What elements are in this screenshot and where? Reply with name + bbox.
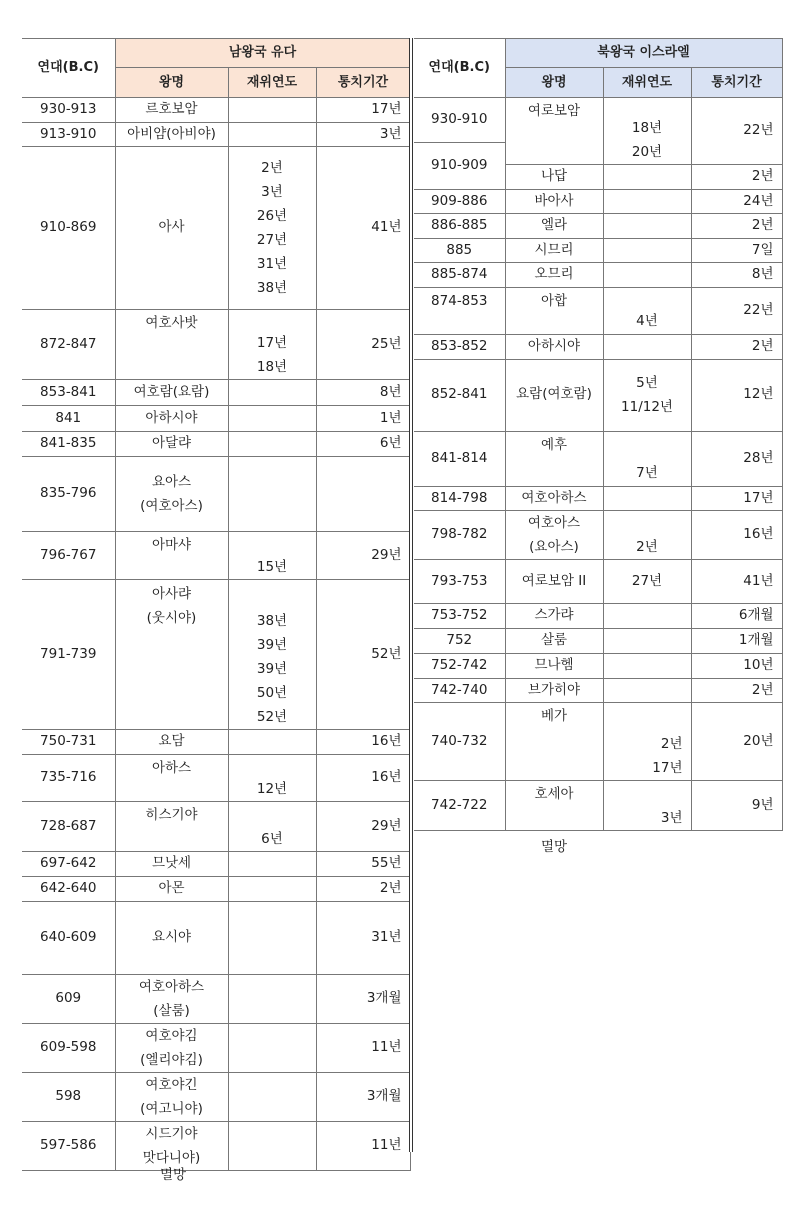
judah-accession-header: 재위연도 — [228, 68, 316, 98]
king-cell: 살룸 — [505, 629, 603, 654]
reign-cell: 11년 — [316, 1023, 410, 1072]
era-cell: 853-852 — [414, 334, 505, 359]
table-row — [22, 532, 410, 580]
accession-cell: 7년 — [603, 431, 691, 486]
king-cell: 아하시야 — [115, 406, 228, 432]
accession-cell: 15년 — [228, 532, 316, 580]
king-cell: 오므리 — [505, 263, 603, 288]
accession-cell: 4년 — [603, 287, 691, 334]
era-cell: 885 — [414, 238, 505, 263]
accession-cell — [228, 98, 316, 123]
accession-cell — [228, 122, 316, 147]
era-cell: 742-740 — [414, 678, 505, 703]
table-row — [22, 974, 410, 1023]
accession-cell — [603, 678, 691, 703]
israel-kings-table — [414, 38, 783, 831]
king-cell: 바아사 — [505, 189, 603, 214]
table-row — [414, 781, 782, 831]
table-row — [414, 189, 782, 214]
era-cell: 640-609 — [22, 901, 115, 974]
reign-cell: 7일 — [691, 238, 782, 263]
reign-cell: 3개월 — [316, 974, 410, 1023]
israel-reign-header: 통치기간 — [691, 68, 782, 98]
table-row — [22, 1023, 410, 1072]
era-cell: 798-782 — [414, 511, 505, 560]
accession-cell — [603, 214, 691, 239]
accession-cell: 2년 — [603, 511, 691, 560]
judah-reign-header: 통치기간 — [316, 68, 410, 98]
reign-cell: 28년 — [691, 431, 782, 486]
era-cell: 910-909 — [414, 143, 505, 190]
table-row — [22, 852, 410, 877]
table-row — [414, 263, 782, 288]
accession-cell — [228, 1121, 316, 1170]
reign-cell: 16년 — [691, 511, 782, 560]
reign-cell: 11년 — [316, 1121, 410, 1170]
table-row — [22, 432, 410, 457]
era-cell: 609 — [22, 974, 115, 1023]
era-cell: 835-796 — [22, 457, 115, 532]
table-row — [414, 214, 782, 239]
reign-cell: 2년 — [691, 165, 782, 190]
accession-cell — [228, 432, 316, 457]
accession-cell — [603, 486, 691, 511]
reign-cell: 2년 — [691, 214, 782, 239]
king-cell: 요람(여호람) — [505, 359, 603, 431]
accession-cell — [603, 165, 691, 190]
king-cell: 아달랴 — [115, 432, 228, 457]
reign-cell: 2년 — [316, 876, 410, 901]
accession-cell: 12년 — [228, 755, 316, 802]
table-row — [414, 238, 782, 263]
reign-cell: 6년 — [316, 432, 410, 457]
era-cell: 874-853 — [414, 287, 505, 334]
israel-title: 북왕국 이스라엘 — [505, 39, 782, 68]
reign-cell: 12년 — [691, 359, 782, 431]
king-cell: 호세아 — [505, 781, 603, 831]
table-row — [414, 678, 782, 703]
era-cell: 841-814 — [414, 431, 505, 486]
accession-cell — [228, 901, 316, 974]
reign-cell: 16년 — [316, 730, 410, 755]
accession-cell — [228, 406, 316, 432]
judah-fall-label: 멸망 — [160, 1167, 187, 1183]
table-row — [22, 122, 410, 147]
era-cell: 885-874 — [414, 263, 505, 288]
king-cell: 므나헴 — [505, 654, 603, 679]
era-cell: 728-687 — [22, 802, 115, 852]
reign-cell: 2년 — [691, 334, 782, 359]
era-cell: 910-869 — [22, 147, 115, 310]
king-cell: 브가히야 — [505, 678, 603, 703]
israel-accession-header: 재위연도 — [603, 68, 691, 98]
reign-cell: 31년 — [316, 901, 410, 974]
era-cell: 791-739 — [22, 580, 115, 730]
era-cell: 872-847 — [22, 310, 115, 380]
reign-cell: 10년 — [691, 654, 782, 679]
table-row — [414, 98, 782, 143]
table-row — [414, 629, 782, 654]
accession-cell — [228, 852, 316, 877]
king-cell: 아합 — [505, 287, 603, 334]
era-cell: 597-586 — [22, 1121, 115, 1170]
accession-cell — [228, 730, 316, 755]
reign-cell: 20년 — [691, 703, 782, 781]
table-row — [414, 431, 782, 486]
king-cell: 여호야김 (엘리야김) — [115, 1023, 228, 1072]
era-cell: 735-716 — [22, 755, 115, 802]
era-cell: 752-742 — [414, 654, 505, 679]
reign-cell: 2년 — [691, 678, 782, 703]
reign-cell: 8년 — [691, 263, 782, 288]
table-row — [414, 604, 782, 629]
era-cell: 752 — [414, 629, 505, 654]
accession-cell — [228, 1072, 316, 1121]
king-cell: 아하시야 — [505, 334, 603, 359]
king-cell: 예후 — [505, 431, 603, 486]
king-cell: 나답 — [505, 165, 603, 190]
table-row — [414, 654, 782, 679]
reign-cell — [316, 457, 410, 532]
table-row — [22, 380, 410, 406]
king-cell: 엘라 — [505, 214, 603, 239]
table-row — [22, 1072, 410, 1121]
era-cell: 852-841 — [414, 359, 505, 431]
accession-cell — [603, 263, 691, 288]
king-cell: 아마샤 — [115, 532, 228, 580]
table-row — [22, 98, 410, 123]
era-cell: 796-767 — [22, 532, 115, 580]
judah-title: 남왕국 유다 — [115, 39, 410, 68]
era-cell: 793-753 — [414, 560, 505, 604]
era-cell: 814-798 — [414, 486, 505, 511]
era-cell: 642-640 — [22, 876, 115, 901]
king-cell: 요아스 (여호아스) — [115, 457, 228, 532]
table-row — [414, 287, 782, 334]
king-cell: 스가랴 — [505, 604, 603, 629]
accession-cell: 18년 20년 — [603, 98, 691, 165]
table-row — [414, 359, 782, 431]
judah-king-header: 왕명 — [115, 68, 228, 98]
era-cell: 930-913 — [22, 98, 115, 123]
era-cell: 930-910 — [414, 98, 505, 143]
accession-cell — [228, 380, 316, 406]
accession-cell — [228, 1023, 316, 1072]
reign-cell: 9년 — [691, 781, 782, 831]
accession-cell — [228, 974, 316, 1023]
king-cell: 히스기야 — [115, 802, 228, 852]
king-cell: 여호람(요람) — [115, 380, 228, 406]
reign-cell: 41년 — [691, 560, 782, 604]
table-row — [22, 730, 410, 755]
accession-cell — [603, 238, 691, 263]
accession-cell — [603, 604, 691, 629]
table-row — [22, 901, 410, 974]
era-cell: 598 — [22, 1072, 115, 1121]
king-cell: 여호아스 (요아스) — [505, 511, 603, 560]
era-cell: 841-835 — [22, 432, 115, 457]
king-cell: 아하스 — [115, 755, 228, 802]
king-cell: 아비얌(아비야) — [115, 122, 228, 147]
reign-cell: 3개월 — [316, 1072, 410, 1121]
judah-kings-table — [22, 38, 411, 1171]
accession-cell — [603, 189, 691, 214]
israel-era-header: 연대(B.C) — [414, 39, 505, 98]
king-cell: 여로보암 — [505, 98, 603, 165]
table-row — [414, 560, 782, 604]
king-cell: 므낫세 — [115, 852, 228, 877]
accession-cell: 6년 — [228, 802, 316, 852]
era-cell: 853-841 — [22, 380, 115, 406]
king-cell: 베가 — [505, 703, 603, 781]
king-cell: 여로보암 II — [505, 560, 603, 604]
king-cell: 시드기야 맛다니야) — [115, 1121, 228, 1170]
reign-cell: 1년 — [316, 406, 410, 432]
king-cell: 아사 — [115, 147, 228, 310]
accession-cell — [603, 654, 691, 679]
table-row — [22, 1121, 410, 1170]
king-cell: 아몬 — [115, 876, 228, 901]
reign-cell: 41년 — [316, 147, 410, 310]
king-cell: 아사랴 (웃시야) — [115, 580, 228, 730]
reign-cell: 16년 — [316, 755, 410, 802]
accession-cell — [228, 457, 316, 532]
table-row — [22, 406, 410, 432]
king-cell: 요시야 — [115, 901, 228, 974]
accession-cell — [603, 334, 691, 359]
table-row — [22, 457, 410, 532]
israel-king-header: 왕명 — [505, 68, 603, 98]
era-cell: 909-886 — [414, 189, 505, 214]
reign-cell: 17년 — [691, 486, 782, 511]
king-cell: 여호아하스 (살룸) — [115, 974, 228, 1023]
reign-cell: 8년 — [316, 380, 410, 406]
table-row — [22, 802, 410, 852]
table-row — [22, 755, 410, 802]
accession-cell: 27년 — [603, 560, 691, 604]
reign-cell: 24년 — [691, 189, 782, 214]
judah-era-header: 연대(B.C) — [22, 39, 115, 98]
reign-cell: 22년 — [691, 287, 782, 334]
era-cell: 753-752 — [414, 604, 505, 629]
accession-cell — [603, 629, 691, 654]
table-row — [22, 580, 410, 730]
table-row — [22, 147, 410, 310]
king-cell: 여호사밧 — [115, 310, 228, 380]
era-cell: 841 — [22, 406, 115, 432]
king-cell: 여호야긴 (여고니야) — [115, 1072, 228, 1121]
reign-cell: 25년 — [316, 310, 410, 380]
era-cell: 740-732 — [414, 703, 505, 781]
era-cell: 609-598 — [22, 1023, 115, 1072]
era-cell: 913-910 — [22, 122, 115, 147]
king-cell: 요담 — [115, 730, 228, 755]
king-cell: 여호아하스 — [505, 486, 603, 511]
accession-cell: 2년 17년 — [603, 703, 691, 781]
table-row — [414, 703, 782, 781]
accession-cell — [228, 876, 316, 901]
king-cell: 시므리 — [505, 238, 603, 263]
reign-cell: 52년 — [316, 580, 410, 730]
accession-cell: 5년 11/12년 — [603, 359, 691, 431]
reign-cell: 29년 — [316, 802, 410, 852]
era-cell: 742-722 — [414, 781, 505, 831]
reign-cell: 22년 — [691, 98, 782, 165]
table-row — [414, 486, 782, 511]
israel-fall-label: 멸망 — [541, 839, 568, 855]
kingdom-divider — [409, 38, 413, 1152]
accession-cell: 2년 3년 26년 27년 31년 38년 — [228, 147, 316, 310]
table-row — [22, 876, 410, 901]
table-row — [22, 310, 410, 380]
accession-cell: 38년 39년 39년 50년 52년 — [228, 580, 316, 730]
table-row — [414, 334, 782, 359]
reign-cell: 29년 — [316, 532, 410, 580]
reign-cell: 17년 — [316, 98, 410, 123]
era-cell: 697-642 — [22, 852, 115, 877]
accession-cell: 3년 — [603, 781, 691, 831]
era-cell: 750-731 — [22, 730, 115, 755]
reign-cell: 3년 — [316, 122, 410, 147]
accession-cell: 17년 18년 — [228, 310, 316, 380]
reign-cell: 6개월 — [691, 604, 782, 629]
reign-cell: 1개월 — [691, 629, 782, 654]
era-cell: 886-885 — [414, 214, 505, 239]
reign-cell: 55년 — [316, 852, 410, 877]
table-row — [414, 511, 782, 560]
king-cell: 르호보암 — [115, 98, 228, 123]
